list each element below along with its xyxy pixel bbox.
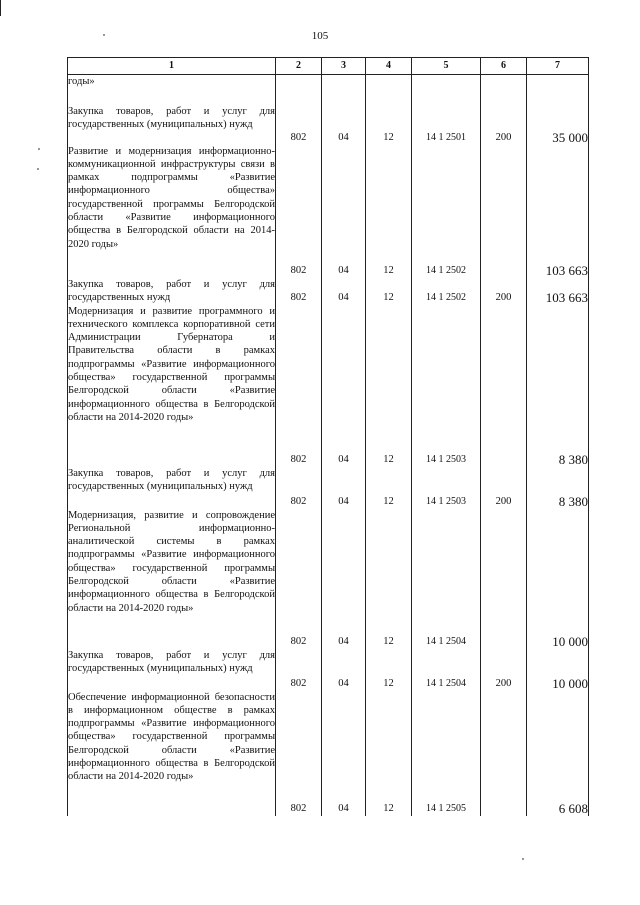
cell-col3: 04	[322, 278, 366, 305]
row-name: Закупка товаров, работ и услуг для государственных (муниципальных) нужд	[68, 105, 276, 145]
column-header: 6	[481, 58, 527, 75]
table-row	[68, 305, 589, 467]
table-row	[68, 649, 589, 691]
cell-col6	[481, 305, 527, 467]
cell-col5: 14 1 2503	[412, 467, 481, 509]
table-row	[68, 105, 589, 145]
cell-col3: 04	[322, 467, 366, 509]
cell-amount: 103 663	[527, 278, 589, 305]
cell-amount	[527, 75, 589, 105]
cell-amount: 10 000	[527, 509, 589, 649]
cell-col3: 04	[322, 509, 366, 649]
cell-amount: 103 663	[527, 145, 589, 278]
cell-col6: 200	[481, 105, 527, 145]
table-row	[68, 509, 589, 649]
column-header: 4	[366, 58, 412, 75]
cell-col5: 14 1 2504	[412, 509, 481, 649]
cell-col2: 802	[276, 691, 322, 816]
cell-col5: 14 1 2502	[412, 278, 481, 305]
cell-col3: 04	[322, 691, 366, 816]
row-name: Закупка товаров, работ и услуг для государственных (муниципальных) нужд	[68, 467, 276, 509]
row-name: Модернизация, развитие и сопровождение Региональной информационно-аналитической системы в рамках подпрограммы «Развитие информационного общества» государственной программы Белгородской области «Развитие информационного общества в Белгородской области на 2014-2020 годы»	[68, 509, 276, 649]
cell-col2	[276, 75, 322, 105]
cell-amount: 6 608	[527, 691, 589, 816]
cell-col4: 12	[366, 509, 412, 649]
scan-speck	[522, 858, 524, 860]
table-row	[68, 691, 589, 816]
cell-amount: 8 380	[527, 467, 589, 509]
cell-col4: 12	[366, 649, 412, 691]
cell-col3: 04	[322, 649, 366, 691]
budget-table	[67, 57, 589, 816]
cell-col6	[481, 691, 527, 816]
cell-col5: 14 1 2501	[412, 105, 481, 145]
table-row	[68, 278, 589, 305]
row-name: Модернизация и развитие программного и технического комплекса корпоративной сети Администрации Губернатора и Правительства области в рамках подпрограммы «Развитие информационного общества» государственной программы Белгородской области «Развитие информационного общества в Белгородской области на 2014-2020 годы»	[68, 305, 276, 467]
cell-col5: 14 1 2505	[412, 691, 481, 816]
cell-amount: 35 000	[527, 105, 589, 145]
table-row	[68, 467, 589, 509]
cell-col4: 12	[366, 145, 412, 278]
cell-col6	[481, 75, 527, 105]
row-name: Обеспечение информационной безопасности в информационном обществе в рамках подпрограммы «Развитие информационного общества» государственной программы Белгородской области «Развитие информационного общества в Белгородской области на 2014-2020 годы»	[68, 691, 276, 816]
table-header-row	[68, 58, 589, 75]
cell-col4: 12	[366, 691, 412, 816]
cell-col2: 802	[276, 278, 322, 305]
cell-col2: 802	[276, 509, 322, 649]
cell-col6: 200	[481, 467, 527, 509]
cell-col4: 12	[366, 467, 412, 509]
cell-col5	[412, 75, 481, 105]
scan-corner-mark	[0, 0, 4, 16]
cell-col6	[481, 509, 527, 649]
table-row	[68, 145, 589, 278]
cell-col5: 14 1 2502	[412, 145, 481, 278]
cell-col4: 12	[366, 105, 412, 145]
cell-col3: 04	[322, 305, 366, 467]
cell-amount: 10 000	[527, 649, 589, 691]
row-name: Развитие и модернизация информационно-коммуникационной инфраструктуры связи в рамках подпрограммы «Развитие информационного общества» государственной программы Белгородской области «Развитие информационного общества в Белгородской области на 2014-2020 годы»	[68, 145, 276, 278]
scan-speck	[38, 148, 40, 150]
cell-col3: 04	[322, 145, 366, 278]
cell-col6: 200	[481, 278, 527, 305]
cell-col2: 802	[276, 649, 322, 691]
cell-col2: 802	[276, 467, 322, 509]
scan-speck	[37, 168, 39, 170]
table-row	[68, 75, 589, 105]
row-name: годы»	[68, 75, 276, 105]
row-name: Закупка товаров, работ и услуг для государственных (муниципальных) нужд	[68, 649, 276, 691]
cell-col4	[366, 75, 412, 105]
cell-col2: 802	[276, 145, 322, 278]
cell-col5: 14 1 2504	[412, 649, 481, 691]
cell-col6	[481, 145, 527, 278]
row-name: Закупка товаров, работ и услуг для государственных нужд	[68, 278, 275, 303]
cell-col5: 14 1 2503	[412, 305, 481, 467]
cell-col2: 802	[276, 305, 322, 467]
cell-col6: 200	[481, 649, 527, 691]
cell-col3	[322, 75, 366, 105]
cell-col4: 12	[366, 305, 412, 467]
column-header: 2	[276, 58, 322, 75]
cell-col4: 12	[366, 278, 412, 305]
column-header: 1	[68, 58, 276, 75]
column-header: 7	[527, 58, 589, 75]
page-number: 105	[311, 30, 329, 42]
cell-amount: 8 380	[527, 305, 589, 467]
column-header: 3	[322, 58, 366, 75]
cell-col2: 802	[276, 105, 322, 145]
column-header: 5	[412, 58, 481, 75]
cell-col3: 04	[322, 105, 366, 145]
